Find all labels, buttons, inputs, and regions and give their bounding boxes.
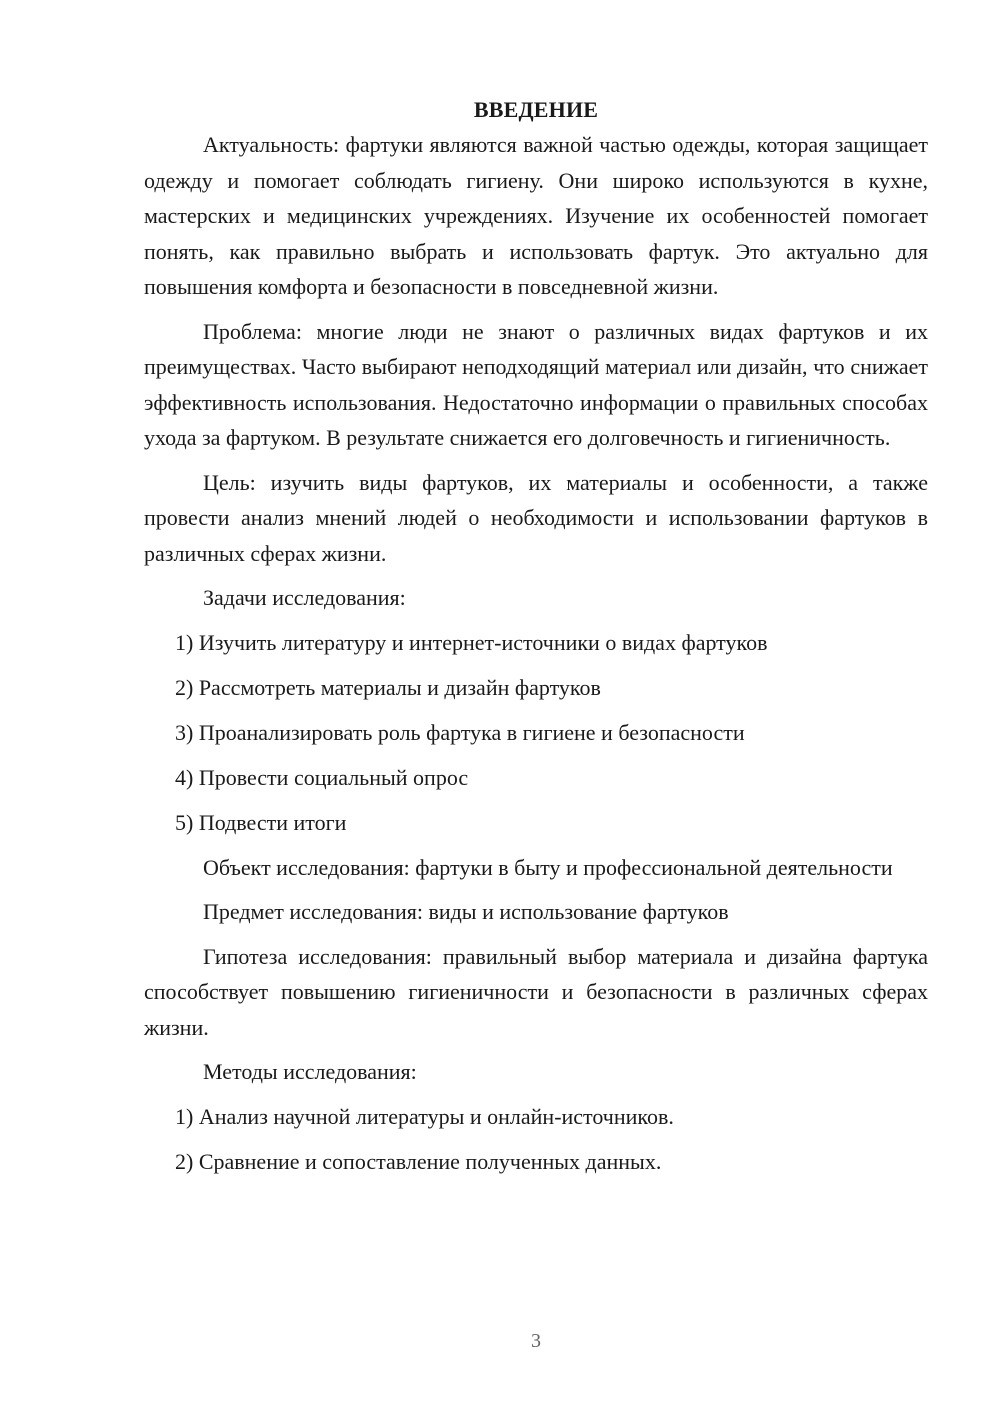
subject-paragraph: Предмет исследования: виды и использование фартуков	[203, 899, 729, 924]
hypothesis-paragraph: Гипотеза исследования: правильный выбор материала и дизайна фартука способствует повышению гигиеничности и безопасности в различных сферах жизни.	[144, 943, 928, 1040]
problem-paragraph: Проблема: многие люди не знают о различных видах фартуков и их преимуществах. Часто выбирают неподходящий материал или дизайн, что снижает эффективность использования. Недостаточно информации о правильных способах ухода за фартуком. В результате снижается его долговечность и гигиеничность.	[144, 318, 928, 450]
task-item: 5) Подвести итоги	[175, 810, 347, 835]
document-page	[144, 92, 928, 1180]
object-paragraph: Объект исследования: фартуки в быту и профессиональной деятельности	[203, 854, 893, 880]
task-item: 1) Изучить литературу и интернет-источники о видах фартуков	[175, 630, 768, 655]
page-number: 3	[531, 1330, 541, 1352]
method-item: 2) Сравнение и сопоставление полученных данных.	[175, 1149, 662, 1174]
task-item: 3) Проанализировать роль фартука в гигиене и безопасности	[175, 720, 745, 745]
section-title: ВВЕДЕНИЕ	[473, 97, 599, 122]
methods-heading: Методы исследования:	[203, 1059, 417, 1084]
goal-paragraph: Цель: изучить виды фартуков, их материалы и особенности, а также провести анализ мнений людей о необходимости и использовании фартуков в различных сферах жизни.	[144, 469, 928, 566]
task-item: 2) Рассмотреть материалы и дизайн фартуков	[175, 675, 601, 700]
method-item: 1) Анализ научной литературы и онлайн-источников.	[175, 1104, 674, 1129]
task-item: 4) Провести социальный опрос	[175, 765, 469, 790]
relevance-paragraph: Актуальность: фартуки являются важной частью одежды, которая защищает одежду и помогает соблюдать гигиену. Они широко используются в кухне, мастерских и медицинских учреждениях. Изучение их особенностей помогает понять, как правильно выбрать и использовать фартук. Это актуально для повышения комфорта и безопасности в повседневной жизни.	[144, 132, 928, 299]
tasks-heading: Задачи исследования:	[203, 585, 406, 610]
